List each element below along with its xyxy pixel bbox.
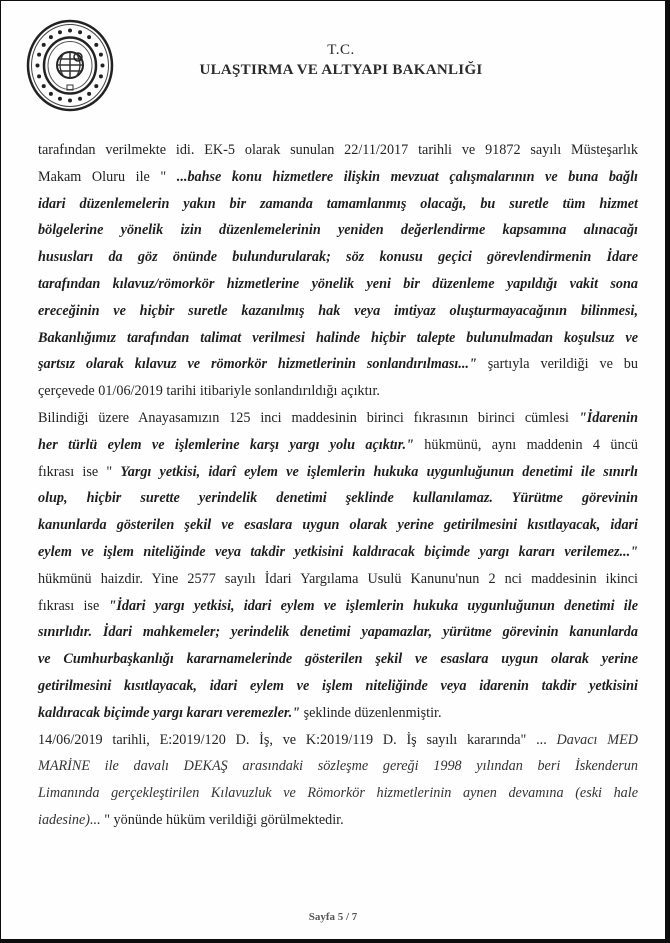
text-line bbox=[38, 593, 638, 620]
body-text: Makam Oluru ile " bbox=[38, 168, 177, 185]
text-line bbox=[38, 807, 638, 834]
quoted-text: sınırlıdır. İdari mahkemeler; yerindelik denetimi yapamazlar, yürütme görevinin kanunlarda bbox=[38, 624, 638, 641]
seal-star-dot bbox=[37, 53, 41, 57]
seal-star-dot bbox=[94, 84, 98, 88]
italic-quote: Davacı MED bbox=[556, 731, 639, 748]
seal-star-dot bbox=[87, 92, 91, 96]
text-line bbox=[38, 646, 638, 673]
quoted-text: bölgelerine yönelik izin düzenlemelerinin yeniden değerlendirme kapsamına alınacağı bbox=[38, 222, 638, 239]
seal-star-dot bbox=[94, 43, 98, 47]
text-line bbox=[38, 191, 638, 218]
seal-star-dot bbox=[99, 74, 103, 78]
document-body bbox=[38, 137, 638, 834]
text-line bbox=[38, 137, 638, 164]
seal-star-dot bbox=[68, 29, 72, 33]
text-line bbox=[38, 673, 638, 700]
text-line bbox=[38, 298, 638, 325]
letterhead bbox=[151, 41, 531, 81]
italic-quote: iadesine)... bbox=[38, 811, 101, 828]
seal-star-dot bbox=[58, 97, 62, 101]
quoted-text: eylem ve işlem niteliğinde veya takdir yetkisini kaldıracak biçimde yargı kararı verilemez..." bbox=[38, 543, 638, 560]
body-text: hükmünü haizdir. Yine 2577 sayılı İdari Yargılama Usulü Kanunu'nun 2 nci maddesinin ikinci bbox=[38, 570, 638, 587]
quoted-text: her türlü eylem ve işlemlerine karşı yargı yolu açıktır." bbox=[38, 436, 414, 453]
text-line bbox=[38, 485, 638, 512]
letterhead-ministry: ULAŞTIRMA VE ALTYAPI BAKANLIĞI bbox=[199, 62, 483, 78]
quoted-text: kanunlarda gösterilen şekil ve esaslara uygun olarak yerine getirilmesini kısıtlayacak, idari bbox=[38, 517, 638, 534]
seal-star-dot bbox=[101, 64, 105, 68]
quoted-text: "İdari yargı yetkisi, idari eylem ve işlemlerin hukuka uygunluğunun denetimi ile bbox=[108, 597, 638, 614]
body-text: şeklinde düzenlenmiştir. bbox=[300, 704, 442, 721]
body-text: tarafından verilmekte idi. EK-5 olarak sunulan 22/11/2017 tarihli ve 91872 sayılı Müsteşarlık bbox=[38, 142, 638, 158]
body-text: çerçevede 01/06/2019 tarihi itibariyle sonlandırıldığı açıktır. bbox=[38, 383, 380, 400]
quoted-text: ereceğinin ve hiçbir suretle kazanılmış hak veya imtiyaz oluşturmayacağının bilinmesi, bbox=[38, 302, 638, 319]
text-line bbox=[38, 619, 638, 646]
text-line bbox=[38, 164, 638, 191]
seal-star-dot bbox=[68, 99, 72, 103]
italic-quote: MARİNE ile davalı DEKAŞ arasındaki sözleşme gereği 1998 yılından beri İskenderun bbox=[38, 758, 638, 775]
seal-star-dot bbox=[49, 35, 53, 39]
body-text: 14/06/2019 tarihli, E:2019/120 D. İş, ve K:2019/119 D. İş sayılı kararında" ... bbox=[38, 731, 557, 748]
body-text: fıkrası ise " bbox=[38, 463, 121, 480]
italic-quote: Limanında gerçekleştirilen Kılavuzluk ve Römorkör hizmetlerinin aynen devamına (eski hale bbox=[38, 785, 638, 802]
text-line bbox=[38, 539, 638, 566]
seal-star-dot bbox=[36, 64, 40, 68]
quoted-text: olup, hiçbir surette yerindelik denetimi şeklinde kullanılamaz. Yürütme görevinin bbox=[38, 490, 638, 507]
text-line bbox=[38, 512, 638, 539]
text-line bbox=[38, 700, 638, 727]
body-text: " yönünde hüküm verildiği görülmektedir. bbox=[100, 811, 344, 828]
text-line bbox=[38, 217, 638, 244]
text-line bbox=[38, 244, 638, 271]
seal-star-dot bbox=[49, 92, 53, 96]
text-line bbox=[38, 566, 638, 593]
body-text: hükmünü, aynı maddenin 4 üncü bbox=[413, 436, 638, 453]
seal-star-dot bbox=[58, 30, 62, 34]
text-line bbox=[38, 459, 638, 486]
page-number: Sayfa 5 / 7 bbox=[308, 911, 358, 923]
document-page bbox=[1, 1, 665, 939]
quoted-text: "İdarenin bbox=[578, 409, 638, 426]
text-line bbox=[38, 405, 638, 432]
seal-star-dot bbox=[78, 30, 82, 34]
quoted-text: idari düzenlemelerin yakın bir zamanda tamamlanmış olacağı, bu suretle tüm hizmet bbox=[38, 195, 638, 212]
text-line bbox=[38, 378, 638, 405]
body-text: fıkrası ise bbox=[38, 597, 109, 614]
text-line bbox=[38, 753, 638, 780]
quoted-text: kaldıracak biçimde yargı kararı veremezler." bbox=[38, 704, 301, 721]
seal-star-dot bbox=[37, 74, 41, 78]
text-line bbox=[38, 727, 638, 754]
quoted-text: ve Cumhurbaşkanlığı kararnamelerinde gösterilen şekil ve esaslara uygun olarak yerine bbox=[38, 651, 638, 668]
quoted-text: Yargı yetkisi, idarî eylem ve işlemlerin hukuka uygunluğunun denetimi ile sınırlı bbox=[120, 463, 638, 480]
seal-star-dot bbox=[78, 97, 82, 101]
letterhead-tc: T.C. bbox=[327, 42, 355, 58]
text-line bbox=[38, 271, 638, 298]
quoted-text: Bakanlığımız tarafından talimat verilmesi halinde hiçbir talepte bulunulmadan koşulsuz ve bbox=[38, 329, 638, 346]
text-line bbox=[38, 351, 638, 378]
text-line bbox=[38, 325, 638, 352]
quoted-text: şartsız olarak kılavuz ve römorkör hizmetlerinin sonlandırılması..." bbox=[38, 356, 477, 373]
body-text: Bilindiği üzere Anayasamızın 125 inci maddesinin birinci fıkrasının birinci cümlesi bbox=[38, 409, 579, 426]
quoted-text: hususları da göz önünde bulundurularak; söz konusu geçici görevlendirmenin İdare bbox=[38, 249, 638, 266]
seal-star-dot bbox=[87, 35, 91, 39]
text-line bbox=[38, 780, 638, 807]
seal-star-dot bbox=[42, 43, 46, 47]
quoted-text: getirilmesini kısıtlayacak, idari eylem ve işlem niteliğinde veya idarenin takdir yetkisini bbox=[38, 677, 638, 694]
seal-star-dot bbox=[99, 53, 103, 57]
text-line bbox=[38, 432, 638, 459]
seal-star-dot bbox=[42, 84, 46, 88]
quoted-text: ...bahse konu hizmetlere ilişkin mevzuat çalışmalarının ve buna bağlı bbox=[176, 168, 638, 185]
ministry-seal-icon bbox=[26, 19, 114, 112]
quoted-text: tarafından kılavuz/römorkör hizmetlerine yönelik yeni bir düzenleme yapıldığı vakit sona bbox=[38, 275, 638, 292]
body-text: şartıyla verildiği ve bu bbox=[476, 356, 638, 373]
